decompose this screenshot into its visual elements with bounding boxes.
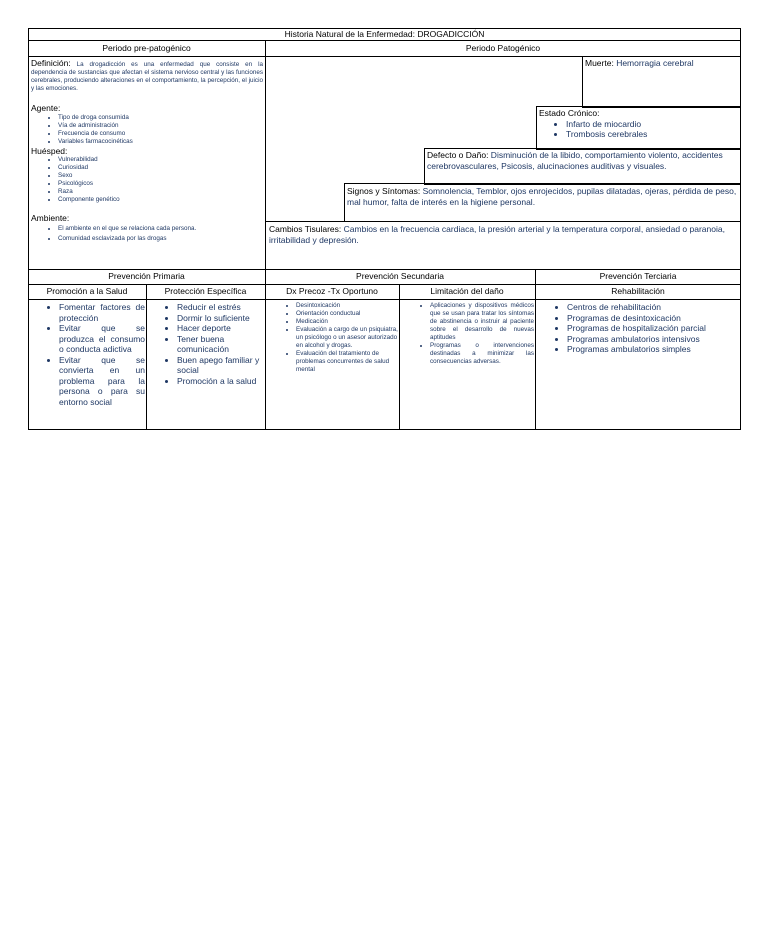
- rehabilitation-item: • Programas ambulatorios simples: [567, 344, 739, 355]
- early-dx-header: Dx Precoz -Tx Oportuno: [286, 286, 378, 296]
- tissue-changes-text: Cambios en la frecuencia cardiaca, la presión arterial y la temperatura corporal, ansiedad o paranoia, irritabilidad y depresión.: [269, 224, 725, 245]
- specific-protection-cell: [148, 302, 264, 386]
- health-promotion-cell: [30, 302, 145, 407]
- specific-protection-item: • Reducir el estrés: [177, 302, 264, 313]
- divider: [28, 299, 741, 300]
- host-item: • Raza: [58, 188, 263, 196]
- specific-protection-item: • Tener buena comunicación: [177, 334, 264, 355]
- chronic-label: Estado Crónico:: [539, 108, 600, 118]
- health-promotion-list: [30, 302, 145, 407]
- tissue-changes-block: [269, 224, 739, 245]
- document-title: Historia Natural de la Enfermedad: DROGADICCIÓN: [284, 29, 485, 39]
- damage-block: [427, 150, 737, 171]
- pathogenic-header: Periodo Patogénico: [465, 43, 541, 53]
- divider: [399, 284, 400, 430]
- rehabilitation-cell: [537, 302, 739, 355]
- health-promotion-item: • Fomentar factores de protección: [59, 302, 145, 323]
- early-dx-list: [267, 302, 398, 374]
- damage-limitation-cell: [401, 302, 534, 366]
- damage-limitation-header: Limitación del daño: [430, 286, 504, 296]
- rehabilitation-item: • Centros de rehabilitación: [567, 302, 739, 313]
- agent-item: • Variables farmacocinéticas: [58, 138, 263, 146]
- divider: [28, 40, 741, 41]
- primary-prevention-header: Prevención Primaria: [108, 271, 185, 281]
- rehabilitation-item: • Programas ambulatorios intensivos: [567, 334, 739, 345]
- death-value: Hemorragia cerebral: [613, 58, 694, 68]
- agent-item: • Vía de administración: [58, 122, 263, 130]
- chronic-item: • Trombosis cerebrales: [566, 129, 739, 140]
- agent-label: Agente:: [31, 103, 61, 113]
- prepatogenic-content: [31, 59, 263, 244]
- specific-protection-header: Protección Específica: [164, 286, 247, 296]
- divider: [146, 284, 147, 430]
- death-label: Muerte:: [585, 58, 614, 68]
- chronic-block: [539, 108, 739, 140]
- health-promotion-item: • Evitar que se convierta en un problema para la persona o para su entorno social: [59, 355, 145, 408]
- specific-protection-item: • Hacer deporte: [177, 323, 264, 334]
- damage-label: Defecto o Daño:: [427, 150, 489, 160]
- host-item: • Vulnerabilidad: [58, 156, 263, 164]
- divider: [265, 40, 266, 430]
- death-text: [585, 58, 739, 69]
- early-dx-item: • Medicación: [296, 318, 398, 326]
- host-item: • Curiosidad: [58, 164, 263, 172]
- health-promotion-item: • Evitar que se produzca el consumo o conducta adictiva: [59, 323, 145, 355]
- agent-list: [31, 114, 263, 146]
- health-promotion-header: Promoción a la Salud: [46, 286, 128, 296]
- natural-history-table: [28, 28, 741, 430]
- prepatogenic-header: Periodo pre-patogénico: [102, 43, 191, 53]
- environment-list: [31, 224, 263, 244]
- definition-label: Definición:: [31, 58, 71, 68]
- damage-limitation-item: • Programas o intervenciones destinadas a minimizar las consecuencias adversas.: [430, 342, 534, 366]
- damage-text: Disminución de la libido, comportamiento violento, accidentes cerebrovasculares, Psicosis, alucinaciones auditivas y visuales.: [427, 150, 723, 171]
- environment-item: • El ambiente en el que se relaciona cada persona.: [58, 224, 263, 234]
- symptoms-text: Somnolencia, Temblor, ojos enrojecidos, pupilas dilatadas, ojeras, pérdida de peso, mal humor, falta de interés en la higiene personal.: [347, 186, 737, 207]
- agent-item: • Tipo de droga consumida: [58, 114, 263, 122]
- specific-protection-item: • Promoción a la salud: [177, 376, 264, 387]
- divider: [28, 284, 741, 285]
- definition-block: [31, 59, 263, 93]
- rehabilitation-list: [537, 302, 739, 355]
- chronic-item: • Infarto de miocardio: [566, 119, 739, 130]
- specific-protection-list: [148, 302, 264, 386]
- symptoms-label: Signos y Síntomas:: [347, 186, 421, 196]
- early-dx-item: • Desintoxicación: [296, 302, 398, 310]
- damage-limitation-item: • Aplicaciones y dispositivos médicos que se usan para tratar los síntomas de abstinencia o instruir al paciente sobre el desarrollo de nuevas aptitudes: [430, 302, 534, 342]
- early-dx-item: • Evaluación del tratamiento de problemas concurrentes de salud mental: [296, 350, 398, 374]
- specific-protection-item: • Dormir lo suficiente: [177, 313, 264, 324]
- symptoms-block: [347, 186, 739, 207]
- tissue-changes-label: Cambios Tisulares:: [269, 224, 342, 234]
- host-label: Huésped:: [31, 145, 68, 156]
- early-dx-item: • Orientación conductual: [296, 310, 398, 318]
- agent-item: • Frecuencia de consumo: [58, 130, 263, 138]
- divider: [265, 221, 741, 222]
- host-item: • Componente genético: [58, 196, 263, 204]
- early-dx-cell: [267, 302, 398, 374]
- host-list: [31, 156, 263, 204]
- tertiary-prevention-header: Prevención Terciaria: [599, 271, 677, 281]
- rehabilitation-item: • Programas de hospitalización parcial: [567, 323, 739, 334]
- chronic-list: [539, 119, 739, 140]
- environment-item: • Comunidad esclavizada por las drogas: [58, 234, 263, 244]
- damage-limitation-list: [401, 302, 534, 366]
- environment-label: Ambiente:: [31, 213, 70, 223]
- secondary-prevention-header: Prevención Secundaria: [356, 271, 444, 281]
- host-item: • Sexo: [58, 172, 263, 180]
- host-item: • Psicológicos: [58, 180, 263, 188]
- specific-protection-item: • Buen apego familiar y social: [177, 355, 264, 376]
- definition-text: La drogadicción es una enfermedad que consiste en la dependencia de sustancias que afectan el sistema nervioso central y las funciones cerebrales, produciendo alteraciones en el comportamiento, la percepción, el juicio y las emociones.: [31, 61, 263, 92]
- divider: [28, 269, 741, 270]
- rehabilitation-header: Rehabilitación: [611, 286, 665, 296]
- early-dx-item: • Evaluación a cargo de un psiquiatra, un psicólogo o un asesor autorizado en alcohol y drogas.: [296, 326, 398, 350]
- rehabilitation-item: • Programas de desintoxicación: [567, 313, 739, 324]
